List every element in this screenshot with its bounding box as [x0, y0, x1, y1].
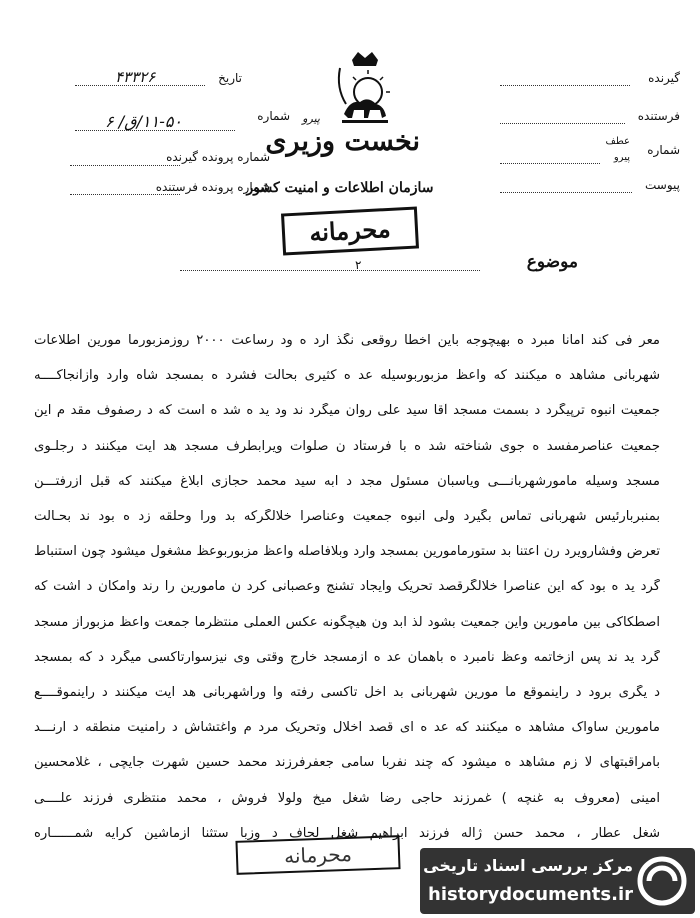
number-prefix: پیرو [302, 112, 320, 125]
left-number-label: شماره [257, 109, 290, 123]
body-line: گرد ید ه بود که این عناصرا خلالگرقصد تحریک وایجاد تشنج وعصبانی کرد ن مامورین را رند وامکان د اشت که [34, 579, 660, 595]
left-number-line [75, 130, 235, 131]
date-label: تاریخ [218, 71, 242, 85]
lion-and-sun-emblem [330, 48, 400, 128]
left-number-value: ۱۱-۵۰/ق/ ۶ [105, 112, 183, 131]
sender-line [500, 123, 625, 124]
body-line: شهربانی مشاهد ه میکنند که واعظ مزبوربوسیله عد ه کثیری بحالت فشرد ه بمسجد شاه وارد وازآنجاکــــه [34, 368, 660, 384]
subject-line [180, 270, 480, 271]
body-line: جمعیت عناصرمفسد ه جوی شناخته شد ه با فرستاد ن صلوات ویرابطرف مسجد هد ایت میکنند د رجلـوی [34, 438, 660, 454]
sender-file-label: شماره پرونده فرستنده [155, 180, 270, 194]
subject-value: ۲ [355, 258, 362, 272]
receiver-line [500, 85, 630, 86]
archive-logo-icon [637, 856, 687, 906]
body-line: اصطکاکی بین مامورین واین جمعیت بشود لذ ابد ون هیچگونه عکس العملی منتظرما جمعت واعظ مزبوراز مسجد [34, 614, 660, 630]
body-line: د یگری برود د راینموقع ما مورین شهربانی بد اخل تاکسی رفته وا وراشهربانی هد ایت میکنند د راینموقــــع [34, 685, 660, 700]
attachment-label: پیوست [645, 178, 680, 192]
watermark-url: historydocuments.ir [428, 884, 633, 905]
date-line [75, 85, 205, 86]
watermark [420, 848, 695, 914]
organization-name: سازمان اطلاعات و امنیت کشور [246, 180, 434, 196]
number-label: شماره [647, 143, 680, 157]
body-line: امینی (معروف به غنچه ) غمرزند حاجی رضا شغل میخ ولولا فروش ، محمد منتظری فرزند علــــی [34, 790, 660, 806]
classification-stamp-text: محرمانه [308, 213, 392, 248]
body-line: معر فی کند امانا مبرد ه بهیچوجه باین اخطا روقعی نگذ ارد ه ود رساعت ۲۰۰۰ روزمزبورما مورین اطلاعات [34, 333, 660, 348]
number-line [500, 163, 600, 164]
body-line: مسجد وسیله مامورشهربانـــی ویاسبان مسئول مجد د ابه سید محمد حجازی ابلاغ میکنند که قبل ازرفتـــن [34, 473, 660, 489]
body-line: شغل عطار ، محمد حسن ژاله فرزند ابراهیم شغل لحاف د وزبا ستثنا ازماشین کرایه شمــــــاره [34, 825, 660, 841]
document-title: نخست وزیری [265, 126, 420, 157]
body-line: مامورین ساواک مشاهد ه میکنند که عد ه ای قصد اخلال وتحریک مرد م واغتشاش د رامنیت منطقه د ارنـــد [34, 720, 660, 736]
body-line: گرد ید ند پس ازخاتمه وعظ نامبرد ه باهمان عد ه ازمسجد خارج وقتی وی نیزسوارتاکسی میگرد د که بمسجد [34, 649, 660, 665]
number-sub-top: عطف [605, 136, 630, 147]
body-line: جمعیت انبوه ترپیگرد د بسمت مسجد آقا سید علی روان میگرد ند ود ید ه شد ه است که د رصفوف مقد م این [34, 403, 660, 419]
bottom-stamp [235, 835, 400, 875]
sender-label: فرستنده [637, 109, 680, 123]
sender-file-line [70, 194, 180, 195]
body-line: بمنبربارئیس شهربانی تماس بگیرد ولی انبوه جمعیت وعناصرا خلالگرکه بد ورا وحلقه زد ه بود ند بحـالت [34, 509, 660, 524]
attachment-line [500, 192, 632, 193]
date-value: ۴۳۳۲۶ [115, 68, 156, 86]
classification-stamp [281, 206, 419, 255]
number-sub-bottom: پیرو [613, 152, 630, 163]
bottom-stamp-text: محرمانه [283, 841, 353, 869]
receiver-file-label: شماره پرونده گیرنده [166, 150, 270, 164]
receiver-file-line [70, 165, 180, 166]
watermark-title: مرکز بررسی اسناد تاریخی [423, 856, 633, 875]
body-line: بامراقبتهای لا زم مشاهد ه میشود که چند نفربا سامی جعفرفرزند محمد حسین شهرت جایچی ، غلامحسین [34, 755, 660, 771]
body-line: تعرض وفشارویرد رن اعتنا بد ستورمامورین بمسجد وارد وبلافاصله واعظ مزبوربوعظ مشغول میشود چون استنباط [34, 544, 660, 560]
subject-label: موضوع [526, 252, 578, 272]
receiver-label: گیرنده [648, 71, 680, 85]
